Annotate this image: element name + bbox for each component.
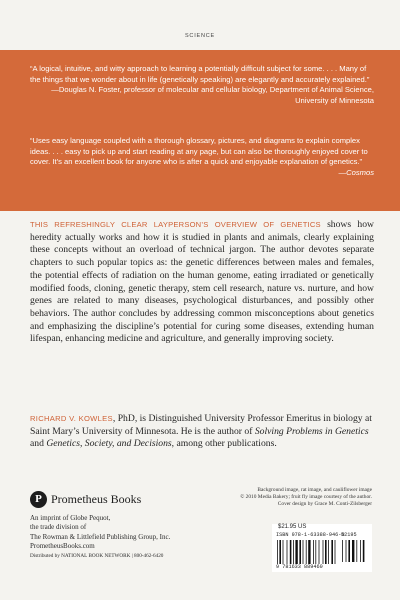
barcode-bar [283,540,284,564]
author-name: RICHARD V. KOWLES [30,414,113,423]
bio-text-3: , among other publications. [171,438,277,450]
review-quote-1-text: “A logical, intuitive, and witty approach to learning a potentially difficult subject for some. . . . Many of the things that we wonder about in life (genetically speaking) are elegantly and accurately explained.” [30,64,370,84]
barcode-bar [293,540,294,564]
review-quote-2 [30,136,374,178]
barcode-bar [295,540,297,564]
barcode-bar [308,540,310,564]
review-quote-1 [30,64,374,106]
review-quote-1-attribution: —Douglas N. Foster, professor of molecular and cellular biology, Department of Animal Science, University of Minnesota [51,85,374,105]
review-quote-2-text: “Uses easy language coupled with a thorough glossary, pictures, and diagrams to explain complex ideas. . . . easy to pick up and start reading at any page, but can also be thoroughly enjoyed cover to cover. It’s an excellent book for anyone who is after a quick and enjoyable explanation of genetics.” [30,136,368,167]
barcode-bar [335,540,336,564]
publisher-line-2: the trade division of [30,523,87,532]
barcode-bar [331,540,333,564]
publisher-info [30,514,250,561]
publisher-website: PrometheusBooks.com [30,542,95,551]
credits-line-1: Background image, rat image, and cauliflower image [257,487,372,493]
barcode-bar [323,540,324,564]
author-bio [30,413,374,451]
credits-line-3: Cover design by Grace M. Conti-Zilsberger [277,501,372,508]
isbn-label: ISBN 978-1-63388-946-0 [276,532,345,538]
price-barcode-bar [342,540,343,562]
description-body: shows how heredity actually works and how it is studied in plants and animals, clearly explaining these concepts without an overload of technical jargon. The author devotes separate chapters to such popular topics as: the genetic differences between males and females, the potential effects of radiation on the human genome, eating irradiated or genetically modified foods, cloning, genetic therapy, stem cell research, nature vs. nurture, and how genes are related to many diseases, psychological disturbances, and possibly other behaviors. The author concludes by addressing common misconceptions about genetics and emphasizing the discipline’s potential for curing some diseases, extending human lifespan, enhancing medicine and agriculture, and generally improving society. [30,219,374,345]
bio-text-2: and [30,438,47,450]
barcode-bar [279,540,281,564]
price-code: 52195 [341,532,357,538]
description-lead: THIS REFRESHINGLY CLEAR LAYPERSON’S OVERVIEW OF GENETICS [30,220,321,229]
ean-digits: 9 781633 889460 [276,564,323,570]
bio-book-1: Solving Problems in Genetics [254,425,369,437]
barcode-bar [328,540,329,564]
barcode-bar [313,540,314,564]
barcode-bar [306,540,307,564]
publisher-line-1: An imprint of Globe Pequot, [30,514,111,522]
barcode-bar [315,540,316,564]
book-description [30,219,374,346]
publisher-logo [30,491,200,509]
barcode-bar [319,540,320,564]
price-barcode-bar [348,540,350,562]
price-barcode-bar [346,540,347,562]
price-label: $21.95 US [278,524,307,530]
barcode-bar [325,540,327,564]
price-barcode-bar [360,540,361,562]
price-barcode-bar [352,540,354,562]
bio-text-1: , PhD, is Distinguished University Professor Emeritus in biology at Saint Mary’s University of Minnesota. He is the author of [30,413,372,437]
category-label: SCIENCE [184,33,216,39]
publisher-name: Prometheus Books [51,492,142,506]
barcode-bar [290,540,292,564]
price-barcode-bar [363,540,365,562]
barcode-bar [287,540,288,564]
top-strip [0,0,400,50]
bio-book-2: Genetics, Society, and Decisions [46,438,172,450]
publisher-line-3: The Rowman & Littlefield Publishing Group, Inc. [30,532,171,541]
prometheus-logo-icon: P [30,491,47,508]
barcode-bar [277,540,278,564]
price-barcode-bar [356,540,357,562]
review-quote-2-attribution: —Cosmos [338,167,374,177]
distributor-line: Distributed by NATIONAL BOOK NETWORK | 800-462-6420 [30,552,164,559]
credits-line-2: © 2010 Media Bakery; fruit fly image courtesy of the author. [240,494,372,501]
barcode-bar [299,540,301,564]
barcode-bar [303,540,304,564]
